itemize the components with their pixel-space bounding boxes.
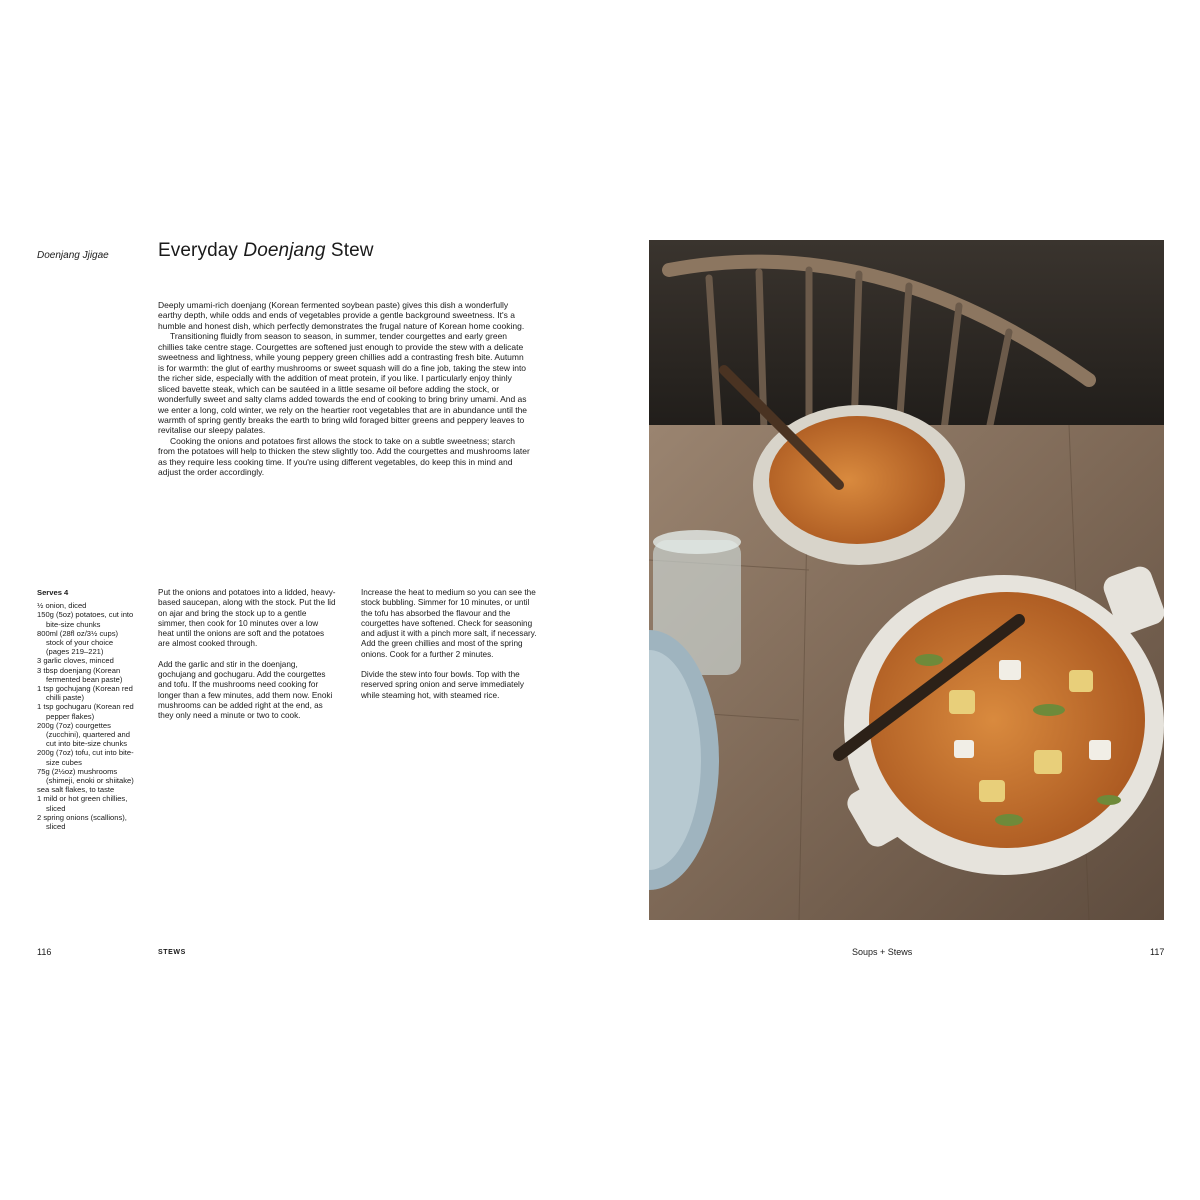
method-column-1 (158, 588, 336, 732)
ingredient-item: 200g (7oz) tofu, cut into bite-size cubes (37, 748, 134, 767)
method-step: Add the garlic and stir in the doenjang, gochujang and gochugaru. Add the courgettes and tofu. If the mushrooms need cooking for longer than a few minutes, add them now. Enoki mushrooms can be added right at the end, as they only need a minute or two to cook. (158, 659, 333, 721)
title-italic: Doenjang (243, 240, 326, 261)
stew-photo (649, 240, 1164, 920)
serves-label: Serves 4 (37, 588, 69, 597)
running-head: Soups + Stews (852, 947, 913, 957)
right-page-number: 117 (1150, 947, 1165, 957)
ingredient-item: 1 mild or hot green chillies, sliced (37, 794, 128, 813)
ingredient-item: 150g (5oz) potatoes, cut into bite-size chunks (37, 610, 134, 629)
left-page-number: 116 (37, 947, 52, 957)
ingredient-item: 2 spring onions (scallions), sliced (37, 812, 127, 832)
ingredients-list (37, 588, 137, 831)
ingredient-item: ½ onion, diced (37, 601, 87, 611)
section-label: STEWS (158, 949, 186, 956)
method-column-2 (361, 588, 539, 711)
intro-paragraph: Cooking the onions and potatoes first allows the stock to take on a subtle sweetness; starch from the potatoes will help to thicken the stew slightly too. Add the courgettes and mushrooms later as they require less cooking time. If you're using different vegetables, do keep this in mind and adjust the order accordingly. (158, 435, 530, 478)
recipe-title (158, 240, 374, 262)
ingredient-item: 1 tsp gochugaru (Korean red pepper flakes) (37, 702, 134, 721)
intro-paragraph: Deeply umami-rich doenjang (Korean fermented soybean paste) gives this dish a wonderfully earthy depth, while odds and ends of vegetables provide a gentle background sweetness. It's a humble and honest dish, which perfectly demonstrates the frugal nature of Korean home cooking. (158, 300, 525, 331)
ingredient-item: 200g (7oz) courgettes (zucchini), quartered and cut into bite-size chunks (37, 720, 130, 749)
ingredient-item: 3 tbsp doenjang (Korean fermented bean paste) (37, 665, 123, 684)
method-step: Put the onions and potatoes into a lidded, heavy-based saucepan, along with the stock. Put the lid on ajar and bring the stock up to a gentle simmer, then cook for 10 minutes over a low heat until the onions are soft and the potatoes are almost cooked through. (158, 588, 336, 649)
method-step: Increase the heat to medium so you can see the stock bubbling. Simmer for 10 minutes, or until the tofu has absorbed the flavour and the courgettes have softened. Check for seasoning and adjust it with a pinch more salt, if necessary. Add the green chillies and most of the spring onions. Cook for a further 2 minutes. (361, 588, 537, 659)
ingredient-item: sea salt flakes, to taste (37, 785, 115, 795)
title-suffix: Stew (325, 240, 374, 261)
ingredient-item: 800ml (28fl oz/3½ cups) stock of your choice (pages 219–221) (37, 628, 119, 657)
ingredient-item: 3 garlic cloves, minced (37, 656, 114, 666)
title-prefix: Everyday (158, 240, 244, 261)
ingredient-item: 1 tsp gochujang (Korean red chilli paste) (37, 684, 133, 703)
recipe-korean-name: Doenjang Jjigae (37, 250, 109, 261)
intro-paragraph: Transitioning fluidly from season to season, in summer, tender courgettes and early green chillies take centre stage. Courgettes are softened just enough to provide the stew with a delicate sweetness and lightness, while young peppery green chillies add a contrasting fresh bite. Autumn is for warmth: the glut of earthy mushrooms or sweet squash will do a fine job, taking the stew into the richer side, especially with the addition of meat protein, if you like. I particularly enjoy thinly sliced bavette steak, which can be sautéed in a little sesame oil before adding the stock, or wonderfully sweet and salty clams added towards the end of cooking to bring briny umami. And as we enter a long, cold winter, we rely on the heartier root vegetables that are in abundance until the warmth of spring gently breaks the earth to bring wild foraged bitter greens and peppery leaves to revitalise our sleepy palates. (158, 331, 528, 436)
method-step: Divide the stew into four bowls. Top with the reserved spring onion and serve immediately while steaming hot, with steamed rice. (361, 670, 524, 700)
recipe-intro (158, 300, 530, 478)
ingredient-item: 75g (2½oz) mushrooms (shimeji, enoki or shiitake) (37, 766, 134, 786)
